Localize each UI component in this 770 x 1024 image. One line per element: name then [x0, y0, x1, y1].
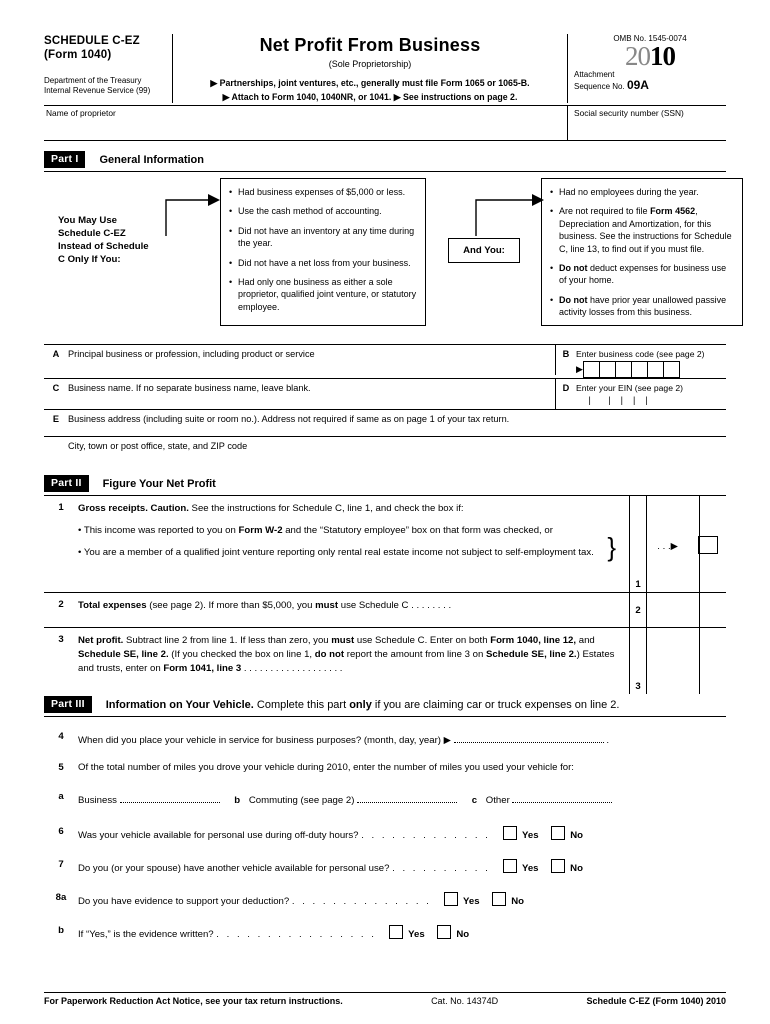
- line-1-checkbox[interactable]: [698, 536, 718, 554]
- omb-number: OMB No. 1545-0074: [613, 34, 687, 43]
- list-item: • Are not required to file Form 4562, Depreciation and Amortization, for this business. See the instructions for Schedule C, line 13, to find out if you must file.: [559, 205, 734, 255]
- line-8b-yes-checkbox[interactable]: [389, 925, 403, 939]
- line-e-code: E: [52, 414, 60, 424]
- line-7-dots: . . . . . . . . . .: [392, 863, 491, 874]
- line-a-label: Principal business or profession, including product or service: [68, 349, 315, 359]
- line-3-text: Net profit. Subtract line 2 from line 1. If less than zero, you must use Schedule C. Enter on both Form 1040, line 12, and Schedule SE, line 2. (If you checked the box on line 1, do not report the amount from line 3 on Schedule SE, line 2.) Estates and trusts, enter on Form 1041, line 3 . . . . . . . . . . . . . . . . . . .: [78, 635, 615, 674]
- part1-eligibility: [44, 178, 732, 344]
- line-5a-code: a: [58, 791, 64, 802]
- line-2-bold2: must: [315, 600, 339, 611]
- list-item: • Had no employees during the year.: [559, 186, 734, 198]
- eligibility-left-box: [220, 178, 426, 326]
- other-miles-label: Other: [485, 795, 510, 806]
- business-miles-label: Business: [78, 795, 117, 806]
- line-8a-number: 8a: [55, 892, 67, 903]
- line-a-field[interactable]: [44, 345, 556, 375]
- line-7-row: [44, 847, 726, 880]
- list-item: • Use the cash method of accounting.: [238, 205, 417, 217]
- line-3-amount-number: 3: [630, 628, 647, 694]
- line-4-text: [78, 731, 726, 746]
- line-4-input[interactable]: [454, 731, 604, 743]
- line-2-number: 2: [58, 599, 64, 610]
- code-cell[interactable]: [599, 362, 615, 377]
- line-2-rest2: use Schedule C . . . . . . . .: [338, 600, 452, 611]
- line-8a-dots: . . . . . . . . . . . . . .: [291, 896, 432, 907]
- line-6-label: Was your vehicle available for personal use during off-duty hours?: [78, 830, 359, 841]
- line-b-label: Enter business code (see page 2): [576, 349, 705, 359]
- department-line1: Department of the Treasury: [44, 76, 142, 85]
- line-a-b-row: [44, 344, 726, 378]
- line-8b-row: [44, 913, 726, 946]
- list-item: • Had only one business as either a sole proprietor, qualified joint venture, or statutory employee.: [238, 276, 417, 313]
- year-suffix: 10: [650, 41, 675, 71]
- line-c-d-row: [44, 378, 726, 409]
- commuting-miles-input[interactable]: [357, 791, 457, 803]
- other-miles-input[interactable]: [512, 791, 612, 803]
- line-4-number: 4: [58, 731, 64, 742]
- line-d-label: Enter your EIN (see page 2): [576, 383, 683, 393]
- line-1-amount-number: 1: [630, 496, 647, 592]
- tax-year: [574, 41, 726, 72]
- line-5c-code: c: [471, 795, 478, 806]
- line-d-code: D: [562, 383, 570, 393]
- footer-right: Schedule C-EZ (Form 1040) 2010: [586, 996, 726, 1006]
- part3-title-bold: Information on Your Vehicle.: [105, 698, 254, 711]
- form-title: Net Profit From Business: [259, 35, 481, 55]
- line-1-dots: . . .▶: [657, 541, 678, 552]
- line-8a-text: [78, 892, 726, 907]
- attachment-label: Attachment: [574, 70, 615, 79]
- line-2-text: [78, 593, 629, 627]
- line-7-yes-label: Yes: [521, 863, 539, 874]
- ssn-label: Social security number (SSN): [574, 108, 684, 118]
- line-5-row: [44, 752, 726, 779]
- line-5-mileage-row: [44, 779, 726, 812]
- list-item: • Did not have a net loss from your business.: [238, 257, 417, 269]
- line-6-number: 6: [58, 826, 64, 837]
- list-item: • Had business expenses of $5,000 or less.: [238, 186, 417, 198]
- line-7-no-checkbox[interactable]: [551, 859, 565, 873]
- part2-bar: [44, 475, 726, 492]
- code-cell[interactable]: [583, 362, 599, 377]
- line-7-number: 7: [58, 859, 64, 870]
- part1-title: General Information: [99, 153, 204, 166]
- line-1-rest: See the instructions for Schedule C, line 1, and check the box if:: [188, 503, 464, 514]
- line-2-lead: Total expenses: [78, 600, 147, 611]
- line-6-yes-checkbox[interactable]: [503, 826, 517, 840]
- line-1-row: [44, 496, 726, 593]
- part1-bar: [44, 151, 726, 168]
- line-c-label: Business name. If no separate business name, leave blank.: [68, 383, 311, 393]
- line-8a-no-label: No: [511, 896, 525, 907]
- list-item: • Did not have an inventory at any time during the year.: [238, 225, 417, 250]
- code-cell[interactable]: [615, 362, 631, 377]
- code-cell[interactable]: [631, 362, 647, 377]
- line-3-amount-dollars[interactable]: [647, 628, 700, 694]
- line-e-city-label: City, town or post office, state, and ZIP code: [68, 441, 248, 451]
- line-3-number: 3: [58, 634, 64, 645]
- line-7-label: Do you (or your spouse) have another vehicle available for personal use?: [78, 863, 390, 874]
- line-2-amount-dollars[interactable]: [647, 593, 700, 627]
- line-2-rest: (see page 2). If more than $5,000, you: [146, 600, 316, 611]
- line-2-amount-cell[interactable]: [629, 593, 726, 627]
- part1-tag: Part I: [44, 151, 85, 168]
- line-8b-label: If “Yes,” is the evidence written?: [78, 929, 214, 940]
- year-prefix: 20: [625, 41, 650, 71]
- line-8a-no-checkbox[interactable]: [492, 892, 506, 906]
- eligibility-right-box: [541, 178, 743, 326]
- form-subtitle: (Sole Proprietorship): [328, 59, 412, 69]
- line-6-row: [44, 812, 726, 847]
- line-4-label: When did you place your vehicle in service for business purposes? (month, day, year) ▶: [78, 735, 452, 746]
- part2-tag: Part II: [44, 475, 89, 492]
- line-d-field[interactable]: [556, 379, 726, 409]
- line-1-text: [78, 496, 678, 592]
- line-3-amount-cell[interactable]: [629, 628, 726, 694]
- line-e-city-row[interactable]: [44, 436, 726, 465]
- form-number: (Form 1040): [44, 49, 112, 61]
- line-2-row: [44, 593, 726, 628]
- line-3-row: [44, 628, 726, 694]
- footer-left: For Paperwork Reduction Act Notice, see your tax return instructions.: [44, 996, 343, 1006]
- part1-bar-rule: [44, 171, 726, 172]
- code-cell[interactable]: [647, 362, 663, 377]
- header-note-2: ▶ Attach to Form 1040, 1040NR, or 1041. ▶ See instructions on page 2.: [222, 92, 518, 102]
- line-b-field[interactable]: B Enter business code (see page 2) ▶: [556, 345, 726, 378]
- commuting-miles-label: Commuting (see page 2): [248, 795, 355, 806]
- sequence-label: Sequence No.: [574, 82, 625, 91]
- line-c-code: C: [52, 383, 60, 393]
- line-e-row[interactable]: [44, 409, 726, 436]
- part3-title-only: only: [349, 698, 372, 711]
- business-code-boxes[interactable]: [583, 361, 680, 378]
- brace-icon: }: [607, 532, 616, 562]
- line-8a-row: [44, 880, 726, 913]
- attachment-info: [574, 70, 726, 92]
- line-5-mileage-fields: [78, 791, 726, 806]
- line-5-label: Of the total number of miles you drove your vehicle during 2010, enter the number of miles you used your vehicle for:: [78, 762, 574, 773]
- line-a-code: A: [52, 349, 60, 359]
- line-e-label: Business address (including suite or room no.). Address not required if same as on page 1 of your tax return.: [68, 414, 510, 424]
- line-8b-no-label: No: [456, 929, 470, 940]
- line-4-row: [44, 717, 726, 752]
- sequence-number: 09A: [626, 78, 649, 92]
- form-footer: [44, 992, 726, 1006]
- footer-catalog-number: Cat. No. 14374D: [431, 996, 499, 1006]
- part3-title: [106, 699, 620, 711]
- part3-tag: Part III: [44, 696, 92, 713]
- line-8a-yes-checkbox[interactable]: [444, 892, 458, 906]
- line-2-amount-cents[interactable]: [700, 593, 726, 627]
- line-6-text: [78, 826, 726, 841]
- proprietor-name-field[interactable]: [44, 106, 568, 140]
- header-right: [567, 34, 726, 103]
- part3-bar: [44, 696, 726, 713]
- ssn-field[interactable]: [568, 106, 726, 140]
- eligibility-side-label: You May Use Schedule C-EZ Instead of Schedule C Only If You:: [58, 215, 149, 265]
- line-5b-code: b: [234, 795, 241, 806]
- header-left: [44, 34, 173, 103]
- line-7-text: [78, 859, 726, 874]
- line-6-dots: . . . . . . . . . . . . .: [361, 830, 491, 841]
- line-6-no-checkbox[interactable]: [551, 826, 565, 840]
- proprietor-name-label: Name of proprietor: [46, 108, 116, 118]
- header-center: [173, 34, 567, 103]
- line-e-city-spacer: [44, 437, 68, 465]
- part2-title: Figure Your Net Profit: [102, 477, 216, 490]
- line-7-yes-checkbox[interactable]: [503, 859, 517, 873]
- line-1-sub-2: • You are a member of a qualified joint venture reporting only rental real estate income not subject to self-employment tax.: [78, 547, 594, 558]
- line-1-number: 1: [58, 502, 64, 513]
- list-item: • Do not have prior year unallowed passive activity losses from this business.: [559, 294, 734, 319]
- line-8a-yes-label: Yes: [463, 896, 480, 907]
- line-3-amount-cents[interactable]: [700, 628, 726, 694]
- part3-title-rest: Complete this part: [253, 698, 350, 711]
- department-line2: Internal Revenue Service (99): [44, 86, 151, 95]
- part2-body: [44, 496, 726, 694]
- line-1-sub-1: • This income was reported to you on Form W-2 and the “Statutory employee” box on that form was checked, or: [78, 525, 553, 536]
- line-8b-no-checkbox[interactable]: [437, 925, 451, 939]
- line-8b-number: b: [58, 925, 64, 936]
- line-c-field[interactable]: [44, 379, 556, 409]
- form-header: [44, 34, 726, 106]
- schedule-name: SCHEDULE C-EZ: [44, 35, 140, 47]
- line-6-no-label: No: [570, 830, 584, 841]
- business-miles-input[interactable]: [120, 791, 220, 803]
- and-you-box: And You:: [448, 238, 520, 263]
- name-ssn-row: [44, 106, 726, 141]
- line-5-number: 5: [58, 762, 64, 773]
- line-2-amount-number: 2: [630, 593, 647, 627]
- arrow-right-icon: [474, 190, 544, 238]
- line-8b-dots: . . . . . . . . . . . . . . . .: [216, 929, 377, 940]
- list-item: • Do not deduct expenses for business use of your home.: [559, 262, 734, 287]
- code-cell[interactable]: [663, 362, 680, 377]
- header-note-1: ▶ Partnerships, joint ventures, etc., generally must file Form 1065 or 1065-B.: [210, 78, 530, 88]
- line-8b-yes-label: Yes: [408, 929, 425, 940]
- line-4-period: .: [606, 735, 610, 746]
- arrow-left-icon: [164, 190, 220, 238]
- part3-title-rest2: if you are claiming car or truck expenses on line 2.: [371, 698, 620, 711]
- line-1-lead: Gross receipts. Caution.: [78, 503, 189, 514]
- line-8b-text: [78, 925, 726, 940]
- line-7-no-label: No: [570, 863, 583, 874]
- ein-boxes[interactable]: | | | | |: [576, 395, 648, 405]
- line-6-yes-label: Yes: [522, 830, 539, 841]
- line-b-code: B: [562, 349, 570, 359]
- line-8a-label: Do you have evidence to support your deduction?: [78, 896, 290, 907]
